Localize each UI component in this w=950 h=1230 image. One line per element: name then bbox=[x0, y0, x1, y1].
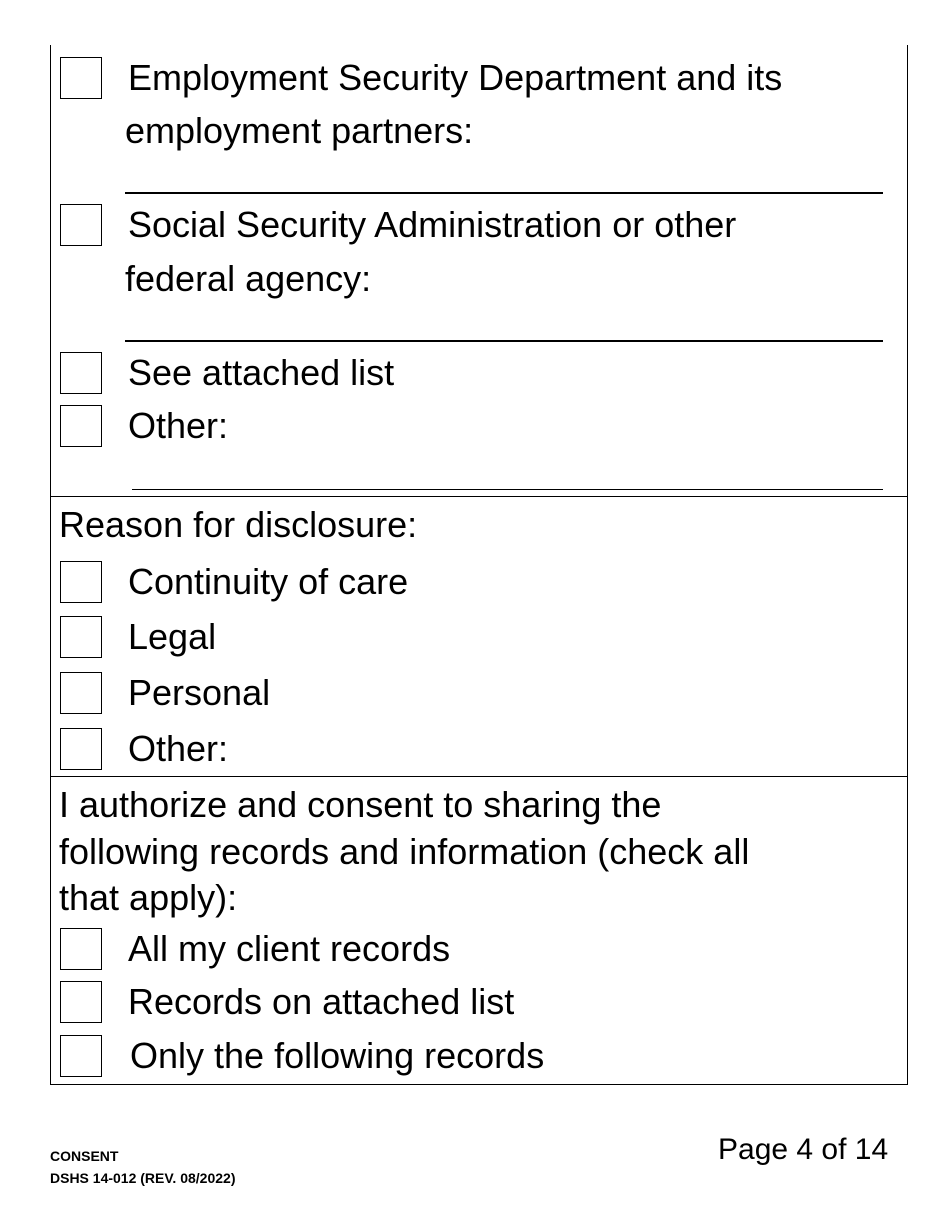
employment-security-label-line2: employment partners: bbox=[125, 110, 474, 151]
records-attached-list-checkbox[interactable] bbox=[60, 981, 102, 1023]
form-name: CONSENT bbox=[50, 1148, 119, 1164]
employment-security-label-line1: Employment Security Department and its bbox=[128, 57, 783, 98]
reason-other-checkbox[interactable] bbox=[60, 728, 102, 770]
reason-legal-checkbox[interactable] bbox=[60, 616, 102, 658]
records-all-label: All my client records bbox=[128, 928, 451, 969]
recipient-other-fill-line[interactable] bbox=[132, 489, 883, 490]
records-all-checkbox[interactable] bbox=[60, 928, 102, 970]
federal-agency-fill-line[interactable] bbox=[125, 340, 883, 342]
recipient-other-label: Other: bbox=[128, 405, 229, 446]
employment-partners-fill-line[interactable] bbox=[125, 192, 883, 194]
form-footer bbox=[50, 1145, 235, 1189]
section-divider bbox=[50, 496, 908, 497]
records-intro-line2: following records and information (check all bbox=[59, 831, 750, 872]
recipient-other-checkbox[interactable] bbox=[60, 405, 102, 447]
reason-continuity-checkbox[interactable] bbox=[60, 561, 102, 603]
page-number: Page 4 of 14 bbox=[718, 1133, 889, 1166]
ssa-checkbox[interactable] bbox=[60, 204, 102, 246]
reason-personal-checkbox[interactable] bbox=[60, 672, 102, 714]
records-intro-line3: that apply): bbox=[59, 877, 238, 918]
reason-other-label: Other: bbox=[128, 728, 229, 769]
records-only-following-label: Only the following records bbox=[130, 1035, 545, 1076]
employment-security-checkbox[interactable] bbox=[60, 57, 102, 99]
records-attached-list-label: Records on attached list bbox=[128, 981, 515, 1022]
reason-continuity-label: Continuity of care bbox=[128, 561, 409, 602]
reason-personal-label: Personal bbox=[128, 672, 271, 713]
reason-heading: Reason for disclosure: bbox=[59, 504, 418, 545]
see-attached-list-checkbox[interactable] bbox=[60, 352, 102, 394]
ssa-label-line1: Social Security Administration or other bbox=[128, 204, 737, 245]
records-only-following-checkbox[interactable] bbox=[60, 1035, 102, 1077]
see-attached-list-label: See attached list bbox=[128, 352, 395, 393]
section-divider bbox=[50, 776, 908, 777]
reason-legal-label: Legal bbox=[128, 616, 217, 657]
records-intro-line1: I authorize and consent to sharing the bbox=[59, 784, 662, 825]
ssa-label-line2: federal agency: bbox=[125, 258, 372, 299]
form-number: DSHS 14-012 (REV. 08/2022) bbox=[50, 1170, 236, 1186]
